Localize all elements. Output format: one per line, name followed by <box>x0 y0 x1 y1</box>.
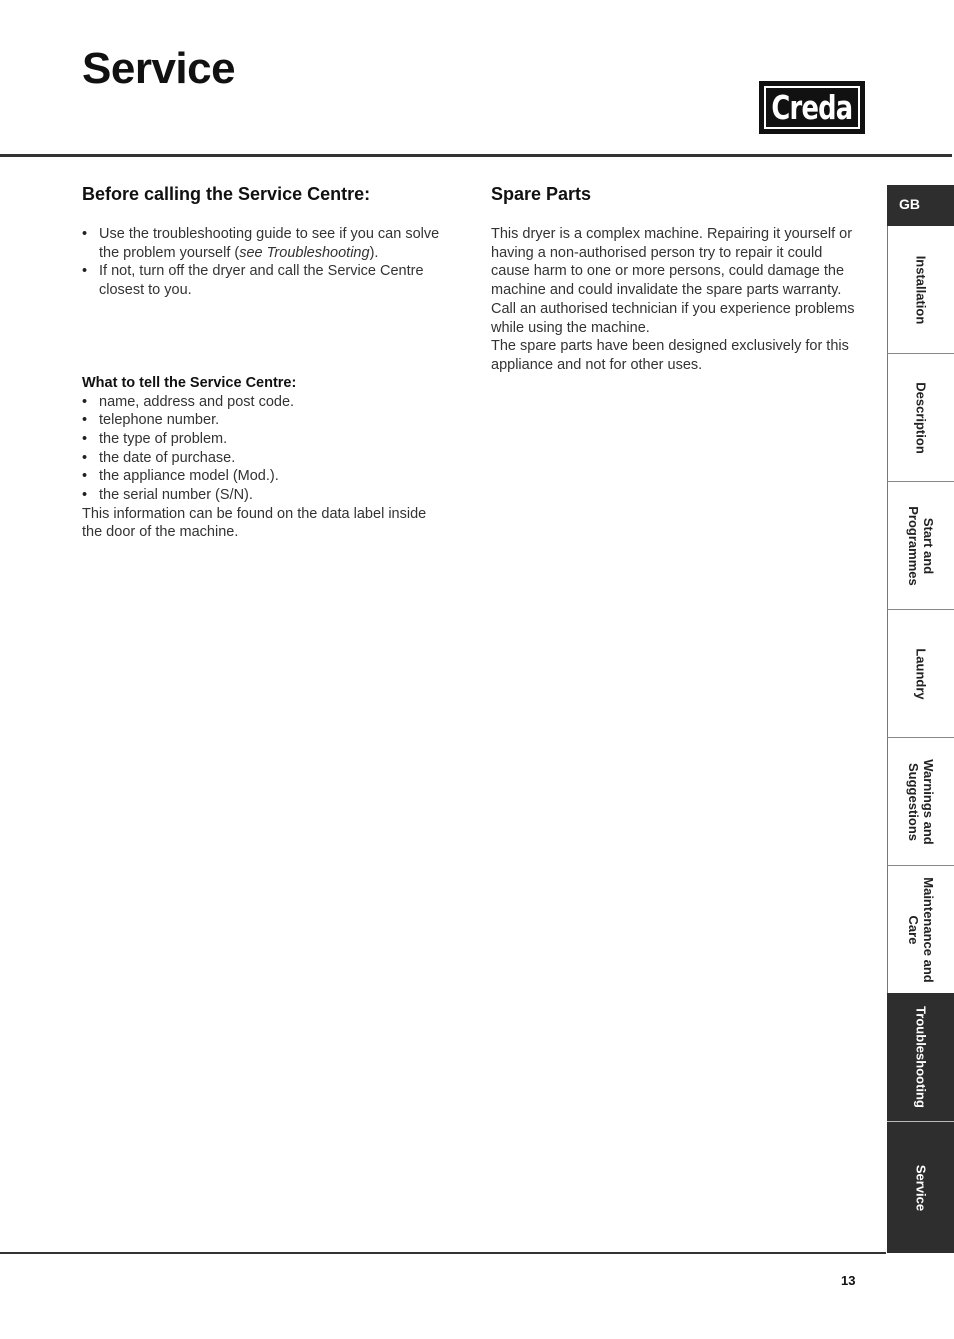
spare-parts-paragraph: Call an authorised technician if you experience problems while using the machine. <box>491 300 855 336</box>
spare-parts-paragraph: The spare parts have been designed exclusively for this appliance and not for other uses. <box>491 338 849 373</box>
list-item-text: Use the troubleshooting guide to see if you can solve the problem yourself ( <box>99 226 440 261</box>
what-to-tell-list <box>82 393 447 505</box>
troubleshooting-reference: see Troubleshooting <box>239 244 370 261</box>
tab-service[interactable] <box>887 1122 954 1253</box>
tab-label-line: Laundry <box>913 648 929 700</box>
page-title: Service <box>82 44 236 93</box>
list-item: • If not, turn off the dryer and call the Service Centre closest to you. <box>82 262 447 299</box>
spare-parts-section <box>491 183 856 375</box>
tab-label-line: Care <box>906 915 921 944</box>
creda-logo <box>759 81 865 134</box>
tab-label-line: Maintenance and <box>921 876 936 983</box>
tab-label <box>914 1006 929 1108</box>
tab-label <box>906 759 936 844</box>
tab-troubleshooting[interactable] <box>887 993 954 1121</box>
tab-label-line: Programmes <box>906 506 921 586</box>
footer-divider <box>0 1252 886 1254</box>
before-calling-list <box>82 225 447 300</box>
tab-label-line: Warnings and <box>921 759 936 845</box>
spare-parts-paragraph: This dryer is a complex machine. Repairing it yourself or having a non-authorised person try to repair it could cause harm to one or more persons, could damage the machine and could invalidate the spare parts warranty. <box>491 226 853 299</box>
logo-text: Creda <box>771 88 853 127</box>
spare-parts-heading: Spare Parts <box>491 184 592 204</box>
list-item: • the date of purchase. <box>82 449 447 468</box>
tab-laundry[interactable] <box>887 610 954 738</box>
tab-label <box>906 877 936 982</box>
tab-label <box>914 256 929 325</box>
before-calling-section <box>82 183 447 542</box>
list-item: • the serial number (S/N). <box>82 486 447 505</box>
tab-maintenance-and-care[interactable] <box>887 866 954 993</box>
tab-description[interactable] <box>887 354 954 482</box>
language-label: GB <box>899 196 920 212</box>
tab-label <box>914 648 929 699</box>
list-item: • name, address and post code. <box>82 393 447 412</box>
tab-label-line: Description <box>913 382 929 454</box>
tab-start-and-programmes[interactable] <box>887 482 954 610</box>
tab-label <box>914 382 929 454</box>
page-number: 13 <box>841 1273 856 1288</box>
list-item: • the type of problem. <box>82 430 447 449</box>
list-item: • the appliance model (Mod.). <box>82 467 447 486</box>
tab-warnings-and-suggestions[interactable] <box>887 738 954 866</box>
tab-installation[interactable] <box>887 226 954 354</box>
list-item <box>82 225 447 262</box>
tab-label <box>914 1164 929 1210</box>
logo-frame <box>764 86 860 129</box>
tab-label-line: Troubleshooting <box>913 1006 929 1108</box>
tab-label-line: Suggestions <box>906 762 921 841</box>
tab-label-line: Installation <box>913 255 929 325</box>
tab-label-line: Service <box>913 1164 929 1211</box>
tab-label-line: Start and <box>921 517 936 575</box>
what-to-tell-heading: What to tell the Service Centre: <box>82 374 297 391</box>
list-item: • telephone number. <box>82 411 447 430</box>
tab-label <box>906 506 936 585</box>
list-item-text: ). <box>369 244 379 261</box>
before-calling-heading: Before calling the Service Centre: <box>82 184 371 204</box>
header-divider <box>0 154 952 157</box>
data-label-note: This information can be found on the data label inside the door of the machine. <box>82 505 427 541</box>
tab-language-gb[interactable] <box>887 185 954 226</box>
